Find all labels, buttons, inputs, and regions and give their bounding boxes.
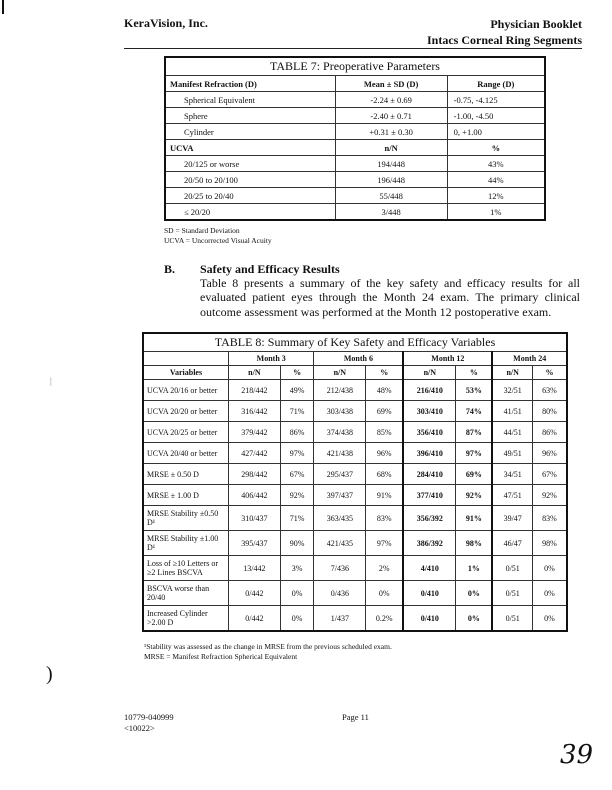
table8-value-m6p: 91% <box>366 485 404 506</box>
section-letter: B. <box>164 262 176 276</box>
table8-value-m12p: 0% <box>456 581 493 606</box>
table8-group-header: Month 24 <box>492 352 567 366</box>
table8-value-m24p: 0% <box>532 581 567 606</box>
table-row <box>143 485 567 506</box>
table8-value-m12n: 4/410 <box>403 556 456 581</box>
table8-value-m3p: 97% <box>280 443 314 464</box>
table-row <box>143 556 567 581</box>
refraction-range: -1.00, -4.50 <box>447 108 545 124</box>
table-row <box>165 124 545 140</box>
product-title: Intacs Corneal Ring Segments <box>427 33 582 47</box>
variable-label: UCVA 20/40 or better <box>143 443 229 464</box>
table8-value-m12n: 356/392 <box>403 506 456 531</box>
table8-value-m3n: 13/442 <box>229 556 281 581</box>
table8-value-m12p: 74% <box>456 401 493 422</box>
section-paragraph: Table 8 presents a summary of the key safety and efficacy results for all evaluated patient eyes through the Month 24 exam. The primary clinical outcome assessment was performed at the Month 12 postoperative exam. <box>200 276 580 319</box>
table8-value-m24p: 0% <box>532 606 567 632</box>
refraction-label: Sphere <box>165 108 335 124</box>
refraction-range: 0, +1.00 <box>447 124 545 140</box>
table-row <box>143 506 567 531</box>
table-preoperative-parameters <box>164 56 546 221</box>
scan-mark <box>2 0 4 14</box>
table-row <box>165 188 545 204</box>
ucva-count: 55/448 <box>335 188 447 204</box>
table7-col-header: Manifest Refraction (D) <box>165 76 335 92</box>
page-number: Page 11 <box>342 712 369 722</box>
table8-value-m3p: 92% <box>280 485 314 506</box>
variable-label: UCVA 20/20 or better <box>143 401 229 422</box>
table8-value-m6p: 2% <box>366 556 404 581</box>
table8-sub-header: n/N <box>314 366 366 380</box>
table8-caption: TABLE 8: Summary of Key Safety and Efficacy Variables <box>143 333 567 352</box>
table8-sub-header: n/N <box>229 366 281 380</box>
table8-variables-header: Variables <box>143 366 229 380</box>
table-safety-efficacy <box>142 332 568 632</box>
table8-sub-header: % <box>532 366 567 380</box>
table8-value-m6n: 363/435 <box>314 506 366 531</box>
table8-value-m3n: 298/442 <box>229 464 281 485</box>
table8-value-m6p: 68% <box>366 464 404 485</box>
table7-note: SD = Standard Deviation <box>164 226 240 235</box>
table8-value-m6n: 212/438 <box>314 380 366 401</box>
table8-value-m24p: 0% <box>532 556 567 581</box>
table8-value-m3p: 71% <box>280 401 314 422</box>
table8-value-m12p: 97% <box>456 443 493 464</box>
table8-value-m6n: 1/437 <box>314 606 366 632</box>
table8-value-m6p: 96% <box>366 443 404 464</box>
table8-value-m3n: 406/442 <box>229 485 281 506</box>
table7-ucva-header: % <box>447 140 545 156</box>
table8-value-m6p: 83% <box>366 506 404 531</box>
table8-group-header: Month 3 <box>229 352 314 366</box>
table8-value-m12p: 1% <box>456 556 493 581</box>
table8-value-m6n: 397/437 <box>314 485 366 506</box>
table-row <box>165 156 545 172</box>
table8-value-m6n: 0/436 <box>314 581 366 606</box>
table8-value-m3p: 3% <box>280 556 314 581</box>
table8-value-m12n: 0/410 <box>403 581 456 606</box>
footer-doc-info <box>124 712 174 734</box>
table8-value-m3p: 0% <box>280 606 314 632</box>
header-right <box>427 16 582 48</box>
table8-value-m6n: 295/437 <box>314 464 366 485</box>
ucva-label: 20/50 to 20/100 <box>165 172 335 188</box>
table8-value-m24n: 44/51 <box>492 422 532 443</box>
table8-value-m24p: 98% <box>532 531 567 556</box>
table8-value-m3n: 379/442 <box>229 422 281 443</box>
company-name: KeraVision, Inc. <box>124 16 208 30</box>
table8-value-m12p: 87% <box>456 422 493 443</box>
table-row <box>143 443 567 464</box>
table8-value-m3p: 67% <box>280 464 314 485</box>
table8-value-m6n: 421/435 <box>314 531 366 556</box>
variable-label: MRSE Stability ±1.00 D¹ <box>143 531 229 556</box>
table-row <box>143 531 567 556</box>
table8-value-m3p: 49% <box>280 380 314 401</box>
table8-value-m6n: 7/436 <box>314 556 366 581</box>
booklet-title: Physician Booklet <box>490 17 582 31</box>
table8-value-m24p: 80% <box>532 401 567 422</box>
table7-note: UCVA = Uncorrected Visual Acuity <box>164 236 272 245</box>
ucva-label: ≤ 20/20 <box>165 204 335 221</box>
table8-value-m3n: 310/437 <box>229 506 281 531</box>
variable-label: MRSE ± 0.50 D <box>143 464 229 485</box>
table8-value-m3n: 0/442 <box>229 581 281 606</box>
variable-label: BSCVA worse than 20/40 <box>143 581 229 606</box>
variable-label: Loss of ≥10 Letters or ≥2 Lines BSCVA <box>143 556 229 581</box>
table8-value-m24p: 63% <box>532 380 567 401</box>
ucva-label: 20/25 to 20/40 <box>165 188 335 204</box>
table8-value-m3p: 0% <box>280 581 314 606</box>
table7-ucva-header: UCVA <box>165 140 335 156</box>
ucva-percent: 44% <box>447 172 545 188</box>
table-row <box>143 422 567 443</box>
table7-ucva-header: n/N <box>335 140 447 156</box>
table8-value-m12n: 216/410 <box>403 380 456 401</box>
header-rule <box>124 48 582 49</box>
table8-value-m3p: 86% <box>280 422 314 443</box>
table8-value-m6n: 374/438 <box>314 422 366 443</box>
table8-value-m24n: 49/51 <box>492 443 532 464</box>
table8-value-m24p: 83% <box>532 506 567 531</box>
margin-mark: | <box>50 376 52 386</box>
table8-sub-header: n/N <box>492 366 532 380</box>
table-row <box>165 108 545 124</box>
table8-value-m24n: 41/51 <box>492 401 532 422</box>
table8-value-m24n: 0/51 <box>492 556 532 581</box>
table8-group-header: Month 12 <box>403 352 492 366</box>
table-row <box>165 172 545 188</box>
table8-value-m6p: 0% <box>366 581 404 606</box>
table8-note: ¹Stability was assessed as the change in MRSE from the previous scheduled exam. <box>144 642 392 651</box>
table8-group-header: Month 6 <box>314 352 403 366</box>
section-title: Safety and Efficacy Results <box>200 262 340 276</box>
table7-notes <box>164 226 272 246</box>
table8-sub-header: % <box>280 366 314 380</box>
table-row <box>143 380 567 401</box>
table8-value-m24n: 34/51 <box>492 464 532 485</box>
table8-value-m24n: 0/51 <box>492 581 532 606</box>
table8-value-m24p: 86% <box>532 422 567 443</box>
table8-value-m24p: 96% <box>532 443 567 464</box>
table8-value-m12n: 0/410 <box>403 606 456 632</box>
table8-sub-header: n/N <box>403 366 456 380</box>
table7-col-header: Range (D) <box>447 76 545 92</box>
refraction-label: Spherical Equivalent <box>165 92 335 108</box>
table8-notes <box>144 642 392 662</box>
variable-label: MRSE ± 1.00 D <box>143 485 229 506</box>
table8-value-m12n: 377/410 <box>403 485 456 506</box>
table-row <box>165 204 545 221</box>
ucva-percent: 43% <box>447 156 545 172</box>
table8-value-m3p: 90% <box>280 531 314 556</box>
table8-value-m6p: 97% <box>366 531 404 556</box>
ucva-count: 194/448 <box>335 156 447 172</box>
table8-value-m6n: 421/438 <box>314 443 366 464</box>
handwritten-page-number: 39 <box>560 740 594 770</box>
refraction-mean: -2.40 ± 0.71 <box>335 108 447 124</box>
refraction-label: Cylinder <box>165 124 335 140</box>
table8-value-m12p: 53% <box>456 380 493 401</box>
variable-label: Increased Cylinder >2.00 D <box>143 606 229 632</box>
table8-value-m3n: 0/442 <box>229 606 281 632</box>
table8-value-m12p: 98% <box>456 531 493 556</box>
ucva-count: 3/448 <box>335 204 447 221</box>
ucva-label: 20/125 or worse <box>165 156 335 172</box>
table8-value-m12n: 303/410 <box>403 401 456 422</box>
table7-caption: TABLE 7: Preoperative Parameters <box>165 57 545 76</box>
table8-note: MRSE = Manifest Refraction Spherical Equivalent <box>144 652 298 661</box>
table8-value-m24p: 67% <box>532 464 567 485</box>
table8-value-m3n: 316/442 <box>229 401 281 422</box>
table-row <box>143 464 567 485</box>
table8-value-m6p: 48% <box>366 380 404 401</box>
table8-value-m12n: 284/410 <box>403 464 456 485</box>
table8-value-m6n: 303/438 <box>314 401 366 422</box>
table8-value-m3n: 218/442 <box>229 380 281 401</box>
table8-value-m6p: 0.2% <box>366 606 404 632</box>
table8-value-m12p: 0% <box>456 606 493 632</box>
table8-value-m12n: 386/392 <box>403 531 456 556</box>
ucva-percent: 1% <box>447 204 545 221</box>
table-row <box>143 401 567 422</box>
table-row <box>143 606 567 632</box>
variable-label: UCVA 20/16 or better <box>143 380 229 401</box>
table8-value-m12n: 356/410 <box>403 422 456 443</box>
table8-value-m3p: 71% <box>280 506 314 531</box>
table8-value-m24n: 47/51 <box>492 485 532 506</box>
table-row <box>143 581 567 606</box>
refraction-range: -0.75, -4.125 <box>447 92 545 108</box>
doc-code: <10022> <box>124 723 155 733</box>
table8-sub-header: % <box>366 366 404 380</box>
table8-sub-header: % <box>456 366 493 380</box>
table8-value-m24n: 46/47 <box>492 531 532 556</box>
table7-col-header: Mean ± SD (D) <box>335 76 447 92</box>
table8-value-m12p: 91% <box>456 506 493 531</box>
table8-value-m6p: 69% <box>366 401 404 422</box>
table8-value-m24n: 39/47 <box>492 506 532 531</box>
variable-label: MRSE Stability ±0.50 D¹ <box>143 506 229 531</box>
table8-value-m12n: 396/410 <box>403 443 456 464</box>
margin-paren-mark: ) <box>46 663 53 685</box>
table8-value-m12p: 69% <box>456 464 493 485</box>
variable-label: UCVA 20/25 or better <box>143 422 229 443</box>
table8-value-m24p: 92% <box>532 485 567 506</box>
table8-value-m3n: 395/437 <box>229 531 281 556</box>
doc-number: 10779-040999 <box>124 712 174 722</box>
ucva-count: 196/448 <box>335 172 447 188</box>
table8-value-m24n: 0/51 <box>492 606 532 632</box>
table8-value-m24n: 32/51 <box>492 380 532 401</box>
table-row <box>165 92 545 108</box>
table8-value-m12p: 92% <box>456 485 493 506</box>
refraction-mean: -2.24 ± 0.69 <box>335 92 447 108</box>
refraction-mean: +0.31 ± 0.30 <box>335 124 447 140</box>
table8-blank-cell <box>143 352 229 366</box>
table8-value-m6p: 85% <box>366 422 404 443</box>
table8-value-m3n: 427/442 <box>229 443 281 464</box>
ucva-percent: 12% <box>447 188 545 204</box>
